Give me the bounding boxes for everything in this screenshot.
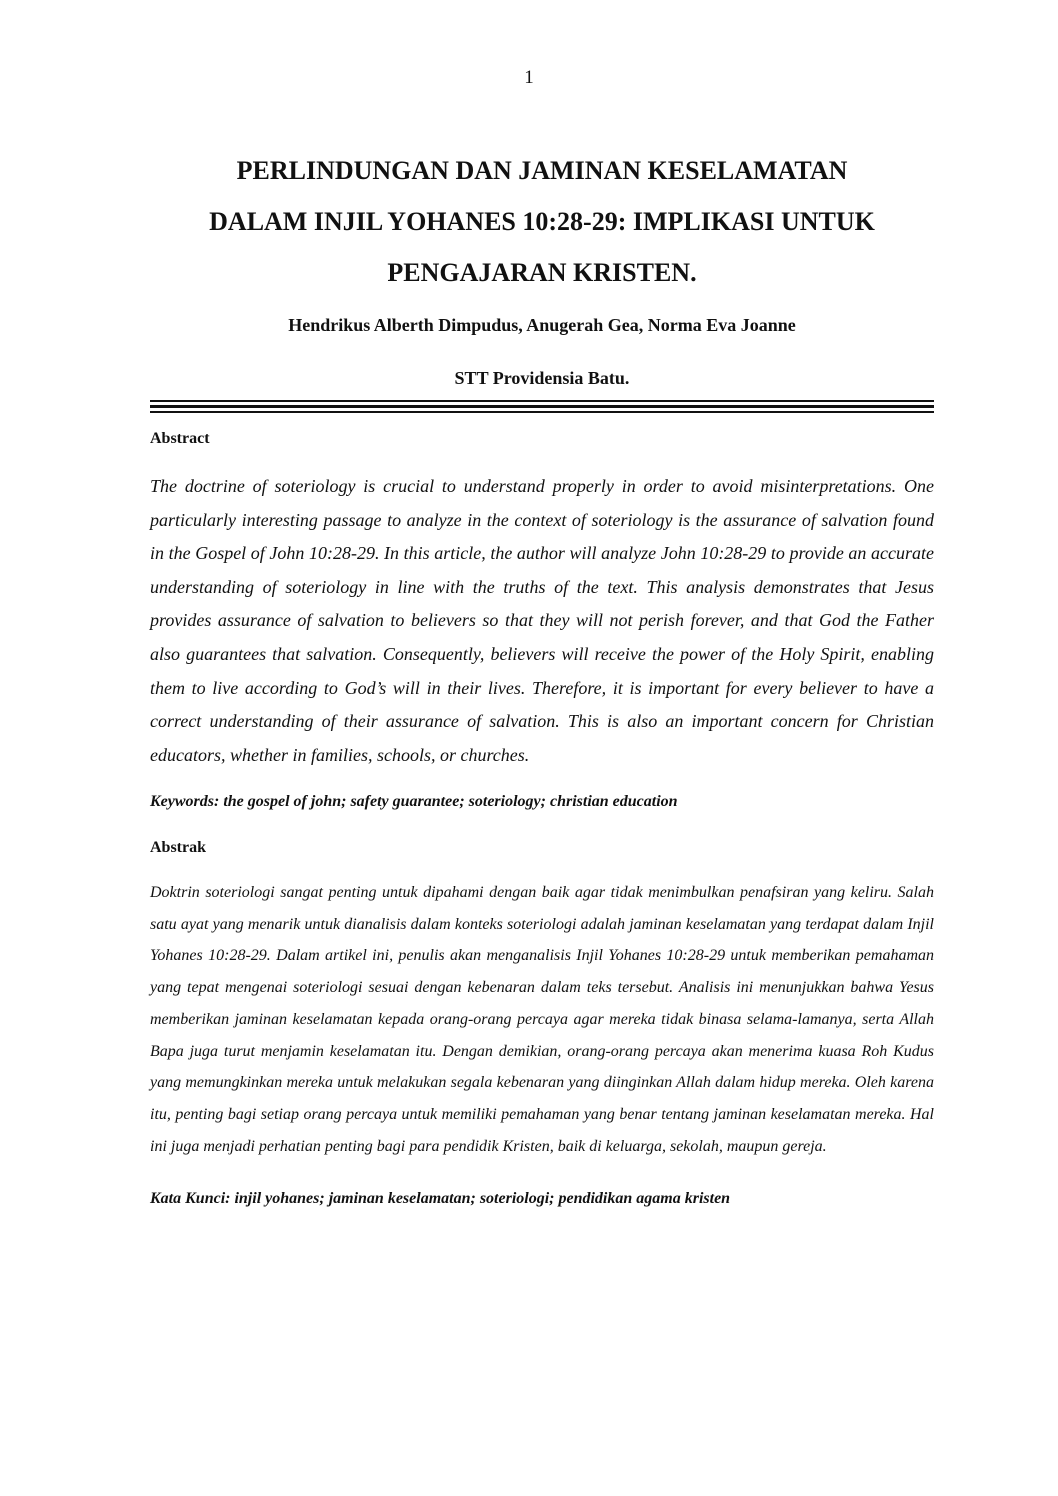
- author-list: Hendrikus Alberth Dimpudus, Anugerah Gea, Norma Eva Joanne: [288, 315, 796, 335]
- header-divider-top: [150, 400, 934, 402]
- keywords: Keywords: the gospel of john; safety guarantee; soteriology; christian education: [150, 793, 678, 810]
- abstract-body: The doctrine of soteriology is crucial to understand properly in order to avoid misinterpretations. One particularly interesting passage to analyze in the context of soteriology is the assurance of salvation found in the Gospel of John 10:28-29. In this article, the author will analyze John 10:28-29 to provide an accurate understanding of soteriology in line with the truths of the text. This analysis demonstrates that Jesus provides assurance of salvation to believers so that they will not perish forever, and that God the Father also guarantees that salvation. Consequently, believers will receive the power of the Holy Spirit, enabling them to live according to God’s will in their lives. Therefore, it is important for every believer to have a correct understanding of their assurance of salvation. This is also an important concern for Christian educators, whether in families, schools, or churches.: [150, 476, 934, 765]
- page-number: 1: [524, 67, 534, 88]
- title-line-2: DALAM INJIL YOHANES 10:28-29: IMPLIKASI UNTUK: [209, 207, 875, 236]
- kata-kunci: Kata Kunci: injil yohanes; jaminan keselamatan; soteriologi; pendidikan agama kristen: [150, 1190, 731, 1207]
- affiliation: STT Providensia Batu.: [454, 368, 630, 388]
- abstrak-heading: Abstrak: [150, 839, 207, 856]
- paper-title: [150, 145, 934, 298]
- title-line-1: PERLINDUNGAN DAN JAMINAN KESELAMATAN: [236, 156, 848, 185]
- header-divider-bottom: [150, 411, 934, 413]
- title-line-3: PENGAJARAN KRISTEN.: [387, 258, 697, 287]
- header-divider-middle: [150, 405, 934, 408]
- abstrak-body: Doktrin soteriologi sangat penting untuk dipahami dengan baik agar tidak menimbulkan penafsiran yang keliru. Salah satu ayat yang menarik untuk dianalisis dalam konteks soteriologi adalah jaminan keselamatan yang terdapat dalam Injil Yohanes 10:28-29. Dalam artikel ini, penulis akan menganalisis Injil Yohanes 10:28-29 untuk memberikan pemahaman yang tepat mengenai soteriologi sesuai dengan kebenaran dalam teks tersebut. Analisis ini menunjukkan bahwa Yesus memberikan jaminan keselamatan kepada orang-orang percaya agar mereka tidak binasa selama-lamanya, serta Allah Bapa juga turut menjamin keselamatan itu. Dengan demikian, orang-orang percaya akan menerima kuasa Roh Kudus yang memungkinkan mereka untuk melakukan segala kebenaran yang diinginkan Allah dalam hidup mereka. Oleh karena itu, penting bagi setiap orang percaya untuk memiliki pemahaman yang benar tentang jaminan keselamatan mereka. Hal ini juga menjadi perhatian penting bagi para pendidik Kristen, baik di keluarga, sekolah, maupun gereja.: [150, 884, 934, 1155]
- abstract-heading: Abstract: [150, 430, 210, 447]
